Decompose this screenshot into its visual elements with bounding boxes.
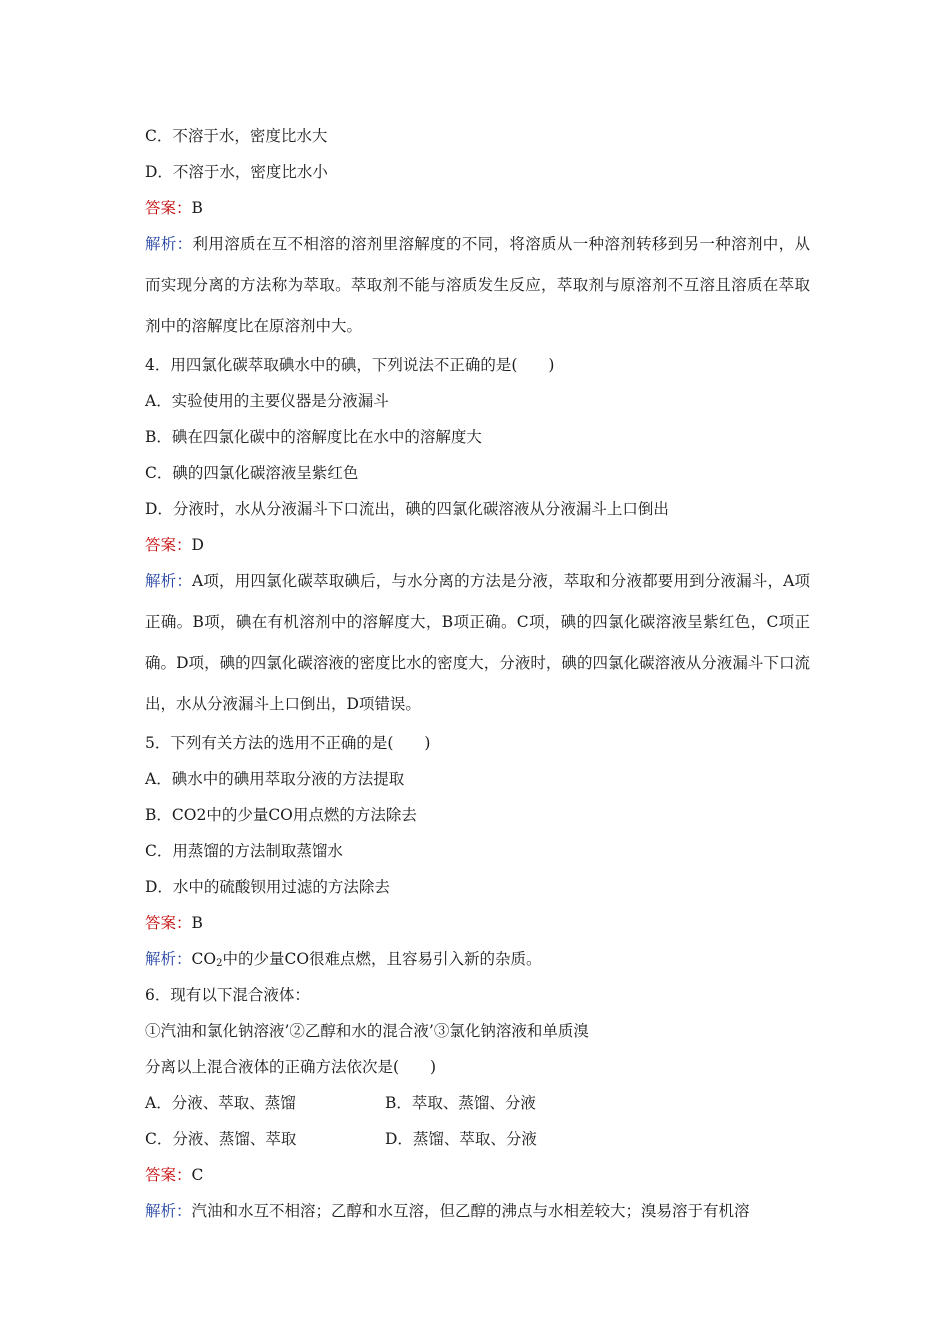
answer-value: B [191,914,203,932]
q4-option-a: A．实验使用的主要仪器是分液漏斗 [145,392,389,410]
q4-answer [145,527,810,563]
analysis-subscript: 2 [216,958,223,969]
q6-option-b: B．萃取、蒸馏、分液 [385,1094,536,1112]
q6-analysis [145,1193,810,1229]
analysis-label: 解析： [145,950,192,968]
document-content [145,118,810,1229]
analysis-text: A项，用四氯化碳萃取碘后，与水分离的方法是分液，萃取和分液都要用到分液漏斗，A项正确。B项，碘在有机溶剂中的溶解度大，B项正确。C项，碘的四氯化碳溶液呈紫红色，C项正确。D项，碘的四氯化碳溶液的密度比水的密度大，分液时，碘的四氯化碳溶液从分液漏斗下口流出，水从分液漏斗上口倒出，D项错误。 [145,572,810,713]
q6-mixtures: ①汽油和氯化钠溶液’②乙醇和水的混合液’③氯化钠溶液和单质溴 [145,1022,589,1040]
q6-options-row-2 [145,1121,810,1157]
q3-analysis [145,224,810,347]
q6-answer [145,1157,810,1193]
analysis-label: 解析： [145,1202,192,1220]
q5-answer [145,905,810,941]
q5-option-d: D．水中的硫酸钡用过滤的方法除去 [145,878,390,896]
answer-label: 答案： [145,536,192,554]
q6-option-c: C．分液、蒸馏、萃取 [145,1130,297,1148]
analysis-text: 利用溶质在互不相溶的溶剂里溶解度的不同，将溶质从一种溶剂转移到另一种溶剂中，从而实现分离的方法称为萃取。萃取剂不能与溶质发生反应，萃取剂与原溶剂不互溶且溶质在萃取剂中的溶解度比在原溶剂中大。 [145,235,810,335]
analysis-label: 解析： [145,235,193,253]
answer-label: 答案： [145,914,192,932]
answer-label: 答案： [145,1166,192,1184]
q3-answer [145,190,810,226]
q6-option-d: D．蒸馏、萃取、分液 [385,1130,537,1148]
answer-value: C [191,1166,204,1184]
q5-option-c: C．用蒸馏的方法制取蒸馏水 [145,842,343,860]
q4-stem: 4．用四氯化碳萃取碘水中的碘，下列说法不正确的是( ) [145,356,555,374]
analysis-text: 中的少量CO很难点燃，且容易引入新的杂质。 [222,950,542,968]
q3-option-c: C．不溶于水，密度比水大 [145,127,328,145]
q5-option-a: A．碘水中的碘用萃取分液的方法提取 [145,770,405,788]
q4-analysis [145,561,810,725]
q5-option-b: B．CO2中的少量CO用点燃的方法除去 [145,806,417,824]
q4-option-d: D．分液时，水从分液漏斗下口流出，碘的四氯化碳溶液从分液漏斗上口倒出 [145,500,669,518]
analysis-formula: CO [191,950,217,968]
q6-option-a: A．分液、萃取、蒸馏 [145,1094,296,1112]
q4-option-c: C．碘的四氯化碳溶液呈紫红色 [145,464,359,482]
analysis-text: 汽油和水互不相溶；乙醇和水互溶，但乙醇的沸点与水相差较大；溴易溶于有机溶 [191,1202,750,1220]
q6-question: 分离以上混合液体的正确方法依次是( ) [145,1058,437,1076]
answer-label: 答案： [145,199,192,217]
q5-stem: 5．下列有关方法的选用不正确的是( ) [145,734,431,752]
q6-options-row-1 [145,1085,810,1121]
q3-option-d: D．不溶于水，密度比水小 [145,163,328,181]
q6-stem: 6．现有以下混合液体： [145,986,310,1004]
q4-option-b: B．碘在四氯化碳中的溶解度比在水中的溶解度大 [145,428,482,446]
answer-value: D [191,536,204,554]
answer-value: B [191,199,203,217]
analysis-label: 解析： [145,572,193,590]
q5-analysis [145,941,810,977]
